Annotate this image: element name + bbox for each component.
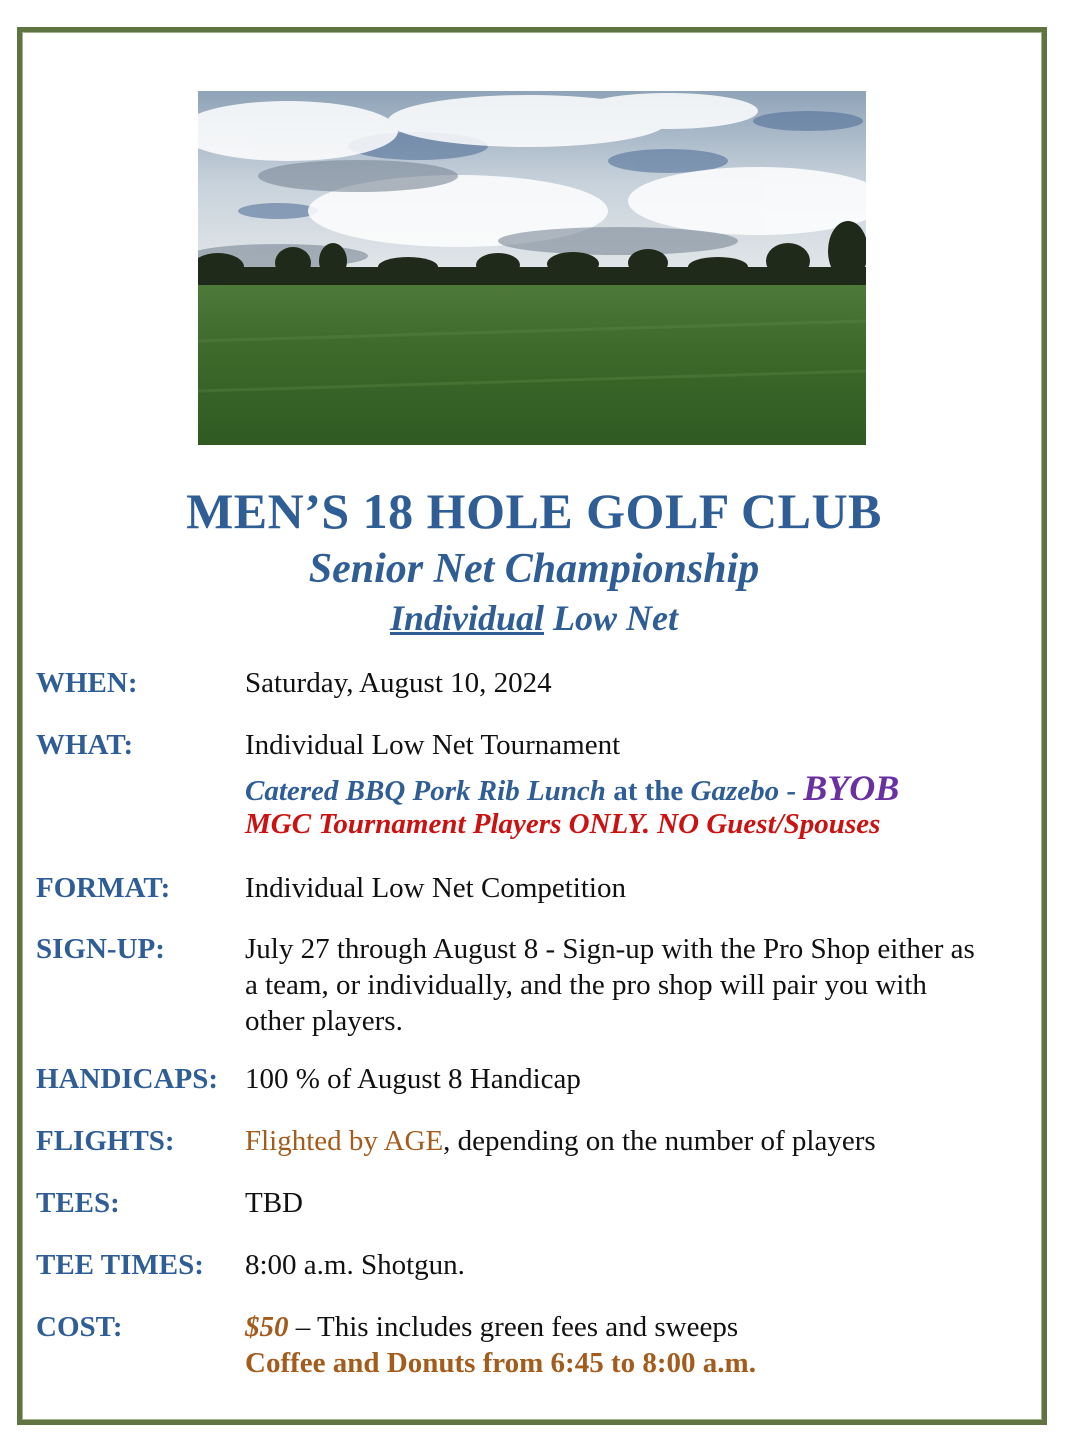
tees-value: TBD [245, 1187, 303, 1219]
signup-line-2: a team, or individually, and the pro shop will pair you with [245, 969, 927, 1001]
tees-label: TEES: [36, 1187, 120, 1219]
signup-label: SIGN-UP: [36, 933, 165, 965]
subtitle-low-net: Low Net [544, 598, 679, 638]
format-value: Individual Low Net Competition [245, 872, 626, 904]
lunch-at: at the [605, 775, 691, 807]
flights-value [245, 1125, 876, 1158]
handicaps-value: 100 % of August 8 Handicap [245, 1063, 581, 1095]
players-only-notice: MGC Tournament Players ONLY. NO Guest/Spouses [245, 808, 881, 840]
lunch-text: Catered BBQ Pork Rib Lunch [245, 775, 606, 807]
flights-age: Flighted by AGE [245, 1125, 444, 1157]
event-subtitle: Senior Net Championship [308, 546, 760, 592]
when-label: WHEN: [36, 667, 138, 699]
page-title: MEN’S 18 HOLE GOLF CLUB [186, 483, 882, 539]
cost-label: COST: [36, 1311, 123, 1343]
lunch-dash: - [779, 775, 804, 807]
lunch-line [245, 767, 899, 809]
golf-course-photo [198, 91, 866, 445]
signup-line-3: other players. [245, 1005, 403, 1037]
when-value: Saturday, August 10, 2024 [245, 667, 552, 699]
cost-price: $50 [245, 1311, 289, 1343]
coffee-donuts-line: Coffee and Donuts from 6:45 to 8:00 a.m. [245, 1347, 756, 1379]
flights-detail: , depending on the number of players [443, 1125, 876, 1157]
cost-detail: – This includes green fees and sweeps [288, 1311, 739, 1343]
lunch-location: Gazebo [690, 775, 780, 807]
what-value: Individual Low Net Tournament [245, 729, 621, 761]
handicaps-label: HANDICAPS: [36, 1063, 219, 1095]
what-label: WHAT: [36, 729, 134, 761]
signup-line-1: July 27 through August 8 - Sign-up with the Pro Shop either as [245, 933, 975, 965]
format-label: FORMAT: [36, 872, 171, 904]
event-format-subtitle [0, 597, 1068, 639]
tee-times-value: 8:00 a.m. Shotgun. [245, 1249, 465, 1281]
byob-text: BYOB [803, 768, 900, 808]
flights-label: FLIGHTS: [36, 1125, 175, 1157]
subtitle-individual: Individual [389, 598, 545, 638]
cost-value [245, 1311, 738, 1344]
tee-times-label: TEE TIMES: [36, 1249, 204, 1281]
